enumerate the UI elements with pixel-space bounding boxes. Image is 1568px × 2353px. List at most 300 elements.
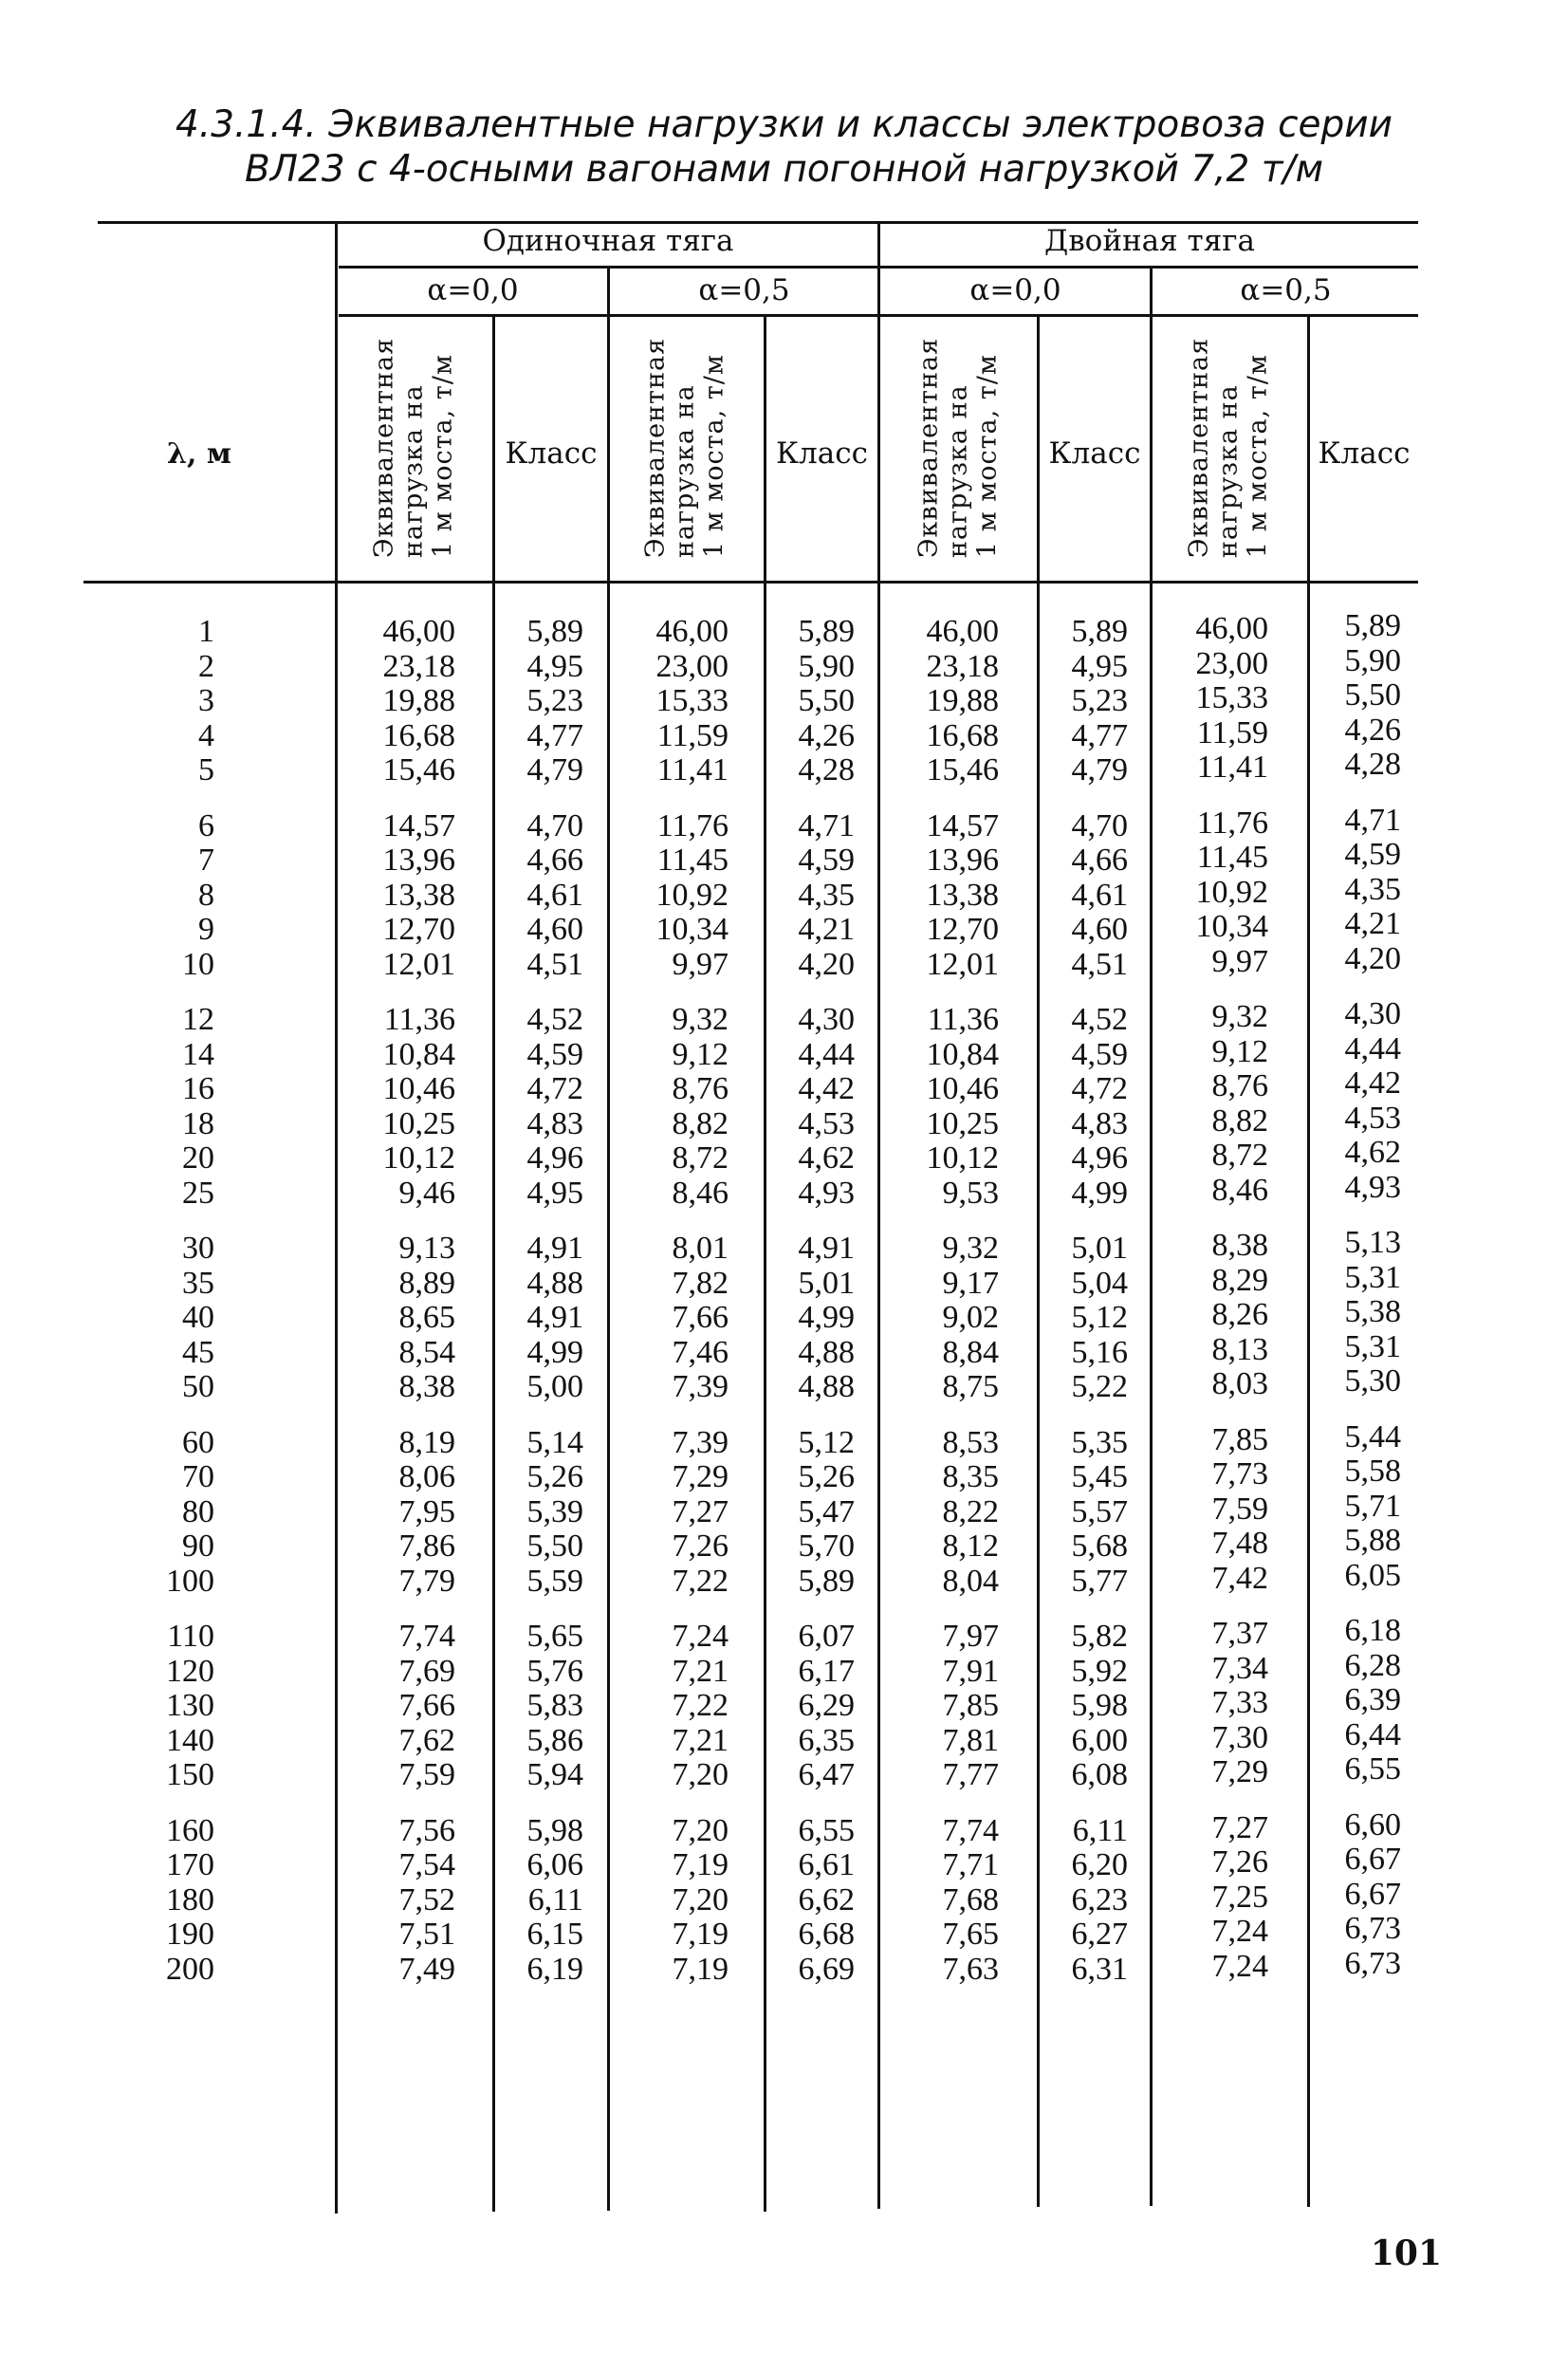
table-cell: 13,96	[926, 843, 999, 878]
table-cell: 5,30	[1344, 1363, 1401, 1399]
row-group	[495, 615, 583, 788]
table-cell: 12,01	[382, 946, 455, 982]
table-cell: 35	[182, 1265, 214, 1301]
row-group	[1162, 1423, 1268, 1597]
page-number: 101	[1370, 2233, 1442, 2273]
row-group	[1310, 1226, 1401, 1399]
table-cell: 4,91	[798, 1231, 855, 1266]
table-cell: 4,59	[798, 843, 855, 878]
row-group	[123, 1426, 214, 1600]
header-single-a05-class: Класс	[776, 436, 868, 471]
table-cell: 6,20	[1071, 1847, 1128, 1882]
row-group	[1310, 1808, 1401, 1982]
table-cell: 6,06	[526, 1847, 583, 1882]
table-cell: 18	[182, 1105, 214, 1141]
table-cell: 5	[198, 752, 214, 787]
row-group	[766, 1232, 855, 1405]
table-cell: 7,30	[1211, 1719, 1268, 1755]
table-cell: 45	[182, 1334, 214, 1370]
table-cell: 5,70	[798, 1529, 855, 1564]
table-cell: 7,66	[672, 1300, 729, 1335]
table-cell: 46,00	[382, 614, 455, 649]
table-cell: 7,33	[1211, 1685, 1268, 1720]
table-cell: 7,81	[942, 1722, 999, 1758]
header-single-alpha-05: α=0,5	[698, 273, 790, 307]
row-group	[621, 1426, 729, 1600]
table-cell: 8,19	[398, 1424, 455, 1460]
row-group	[123, 1620, 214, 1793]
table-cell: 4,70	[526, 807, 583, 843]
table-cell: 6,55	[798, 1812, 855, 1848]
table-cell: 5,23	[526, 683, 583, 718]
table-cell: 7,27	[672, 1493, 729, 1529]
table-cell: 4,91	[526, 1300, 583, 1335]
table-cell: 7,69	[398, 1653, 455, 1689]
table-cell: 6,31	[1071, 1951, 1128, 1987]
table-cell: 23,18	[926, 648, 999, 684]
table-cell: 6,07	[798, 1619, 855, 1654]
row-group	[123, 1003, 214, 1211]
table-cell: 9,53	[942, 1175, 999, 1211]
header-single-a0-class: Класс	[505, 436, 598, 471]
table-cell: 6,44	[1344, 1716, 1401, 1752]
table-cell: 6,28	[1344, 1647, 1401, 1683]
table-cell: 7,82	[672, 1265, 729, 1301]
table-cell: 4,93	[1344, 1169, 1401, 1205]
table-cell: 10,34	[1195, 909, 1268, 944]
column-double-a05-load	[1162, 612, 1268, 2005]
table-cell: 7,29	[1211, 1754, 1268, 1789]
table-cell: 7,20	[672, 1812, 729, 1848]
table-cell: 7,34	[1211, 1650, 1268, 1686]
table-cell: 4,88	[798, 1369, 855, 1404]
table-cell: 80	[182, 1493, 214, 1529]
table-cell: 4,88	[798, 1334, 855, 1370]
table-cell: 46,00	[1195, 611, 1268, 646]
row-group	[892, 1232, 999, 1405]
table-cell: 13,96	[382, 843, 455, 878]
row-group	[1310, 609, 1401, 783]
table-cell: 7,86	[398, 1529, 455, 1564]
row-group	[1310, 1614, 1401, 1788]
table-cell: 4,51	[526, 946, 583, 982]
table-cell: 11,45	[656, 843, 729, 878]
table-cell: 5,01	[1071, 1231, 1128, 1266]
table-cell: 46,00	[926, 614, 999, 649]
table-cell: 15,46	[382, 752, 455, 787]
table-cell: 4,96	[1071, 1140, 1128, 1176]
column-lambda	[123, 615, 214, 2008]
equiv-line-1: Эквивалентная	[369, 337, 399, 559]
table-cell: 5,92	[1071, 1653, 1128, 1689]
table-cell: 4,62	[798, 1140, 855, 1176]
table-cell: 7,21	[672, 1722, 729, 1758]
table-cell: 4,35	[1344, 871, 1401, 907]
table-cell: 7,42	[1211, 1560, 1268, 1596]
table-cell: 8,76	[672, 1071, 729, 1106]
table-cell: 5,58	[1344, 1454, 1401, 1489]
table-cell: 5,31	[1344, 1328, 1401, 1364]
table-cell: 23,00	[655, 648, 729, 684]
table-cell: 13,38	[382, 877, 455, 913]
table-cell: 10,25	[926, 1105, 999, 1141]
row-group	[495, 1620, 583, 1793]
table-cell: 6,29	[798, 1688, 855, 1723]
table-cell: 5,14	[526, 1424, 583, 1460]
table-cell: 130	[166, 1688, 214, 1723]
table-cell: 7,85	[942, 1688, 999, 1723]
row-group	[1040, 1003, 1128, 1211]
row-group	[892, 1620, 999, 1793]
table-cell: 4,59	[1071, 1036, 1128, 1072]
table-cell: 7,46	[672, 1334, 729, 1370]
table-cell: 5,65	[526, 1619, 583, 1654]
column-single-a0-class	[495, 615, 583, 2008]
table-cell: 14,57	[382, 807, 455, 843]
equiv-line-2: нагрузка на	[943, 384, 973, 559]
table-cell: 8,76	[1211, 1068, 1268, 1103]
table-cell: 4,26	[1344, 712, 1401, 748]
table-cell: 7,48	[1211, 1526, 1268, 1561]
table-cell: 40	[182, 1300, 214, 1335]
table-cell: 4,30	[798, 1002, 855, 1037]
table-cell: 5,12	[1071, 1300, 1128, 1335]
row-group	[1162, 1811, 1268, 1985]
table-cell: 20	[182, 1140, 214, 1176]
table-cell: 4,42	[798, 1071, 855, 1106]
row-group	[621, 809, 729, 983]
table-cell: 5,89	[1344, 608, 1401, 643]
row-group	[1040, 1620, 1128, 1793]
table-cell: 16,68	[926, 717, 999, 753]
table-cell: 6,23	[1071, 1881, 1128, 1918]
table-cell: 11,36	[927, 1002, 999, 1037]
table-cell: 15,33	[1195, 680, 1268, 715]
table-cell: 12,01	[926, 946, 999, 982]
table-cell: 12,70	[926, 912, 999, 947]
table-cell: 10,12	[382, 1140, 455, 1176]
table-cell: 6,55	[1344, 1751, 1401, 1787]
table-cell: 5,50	[526, 1529, 583, 1564]
table-cell: 23,18	[382, 648, 455, 684]
table-cell: 4,66	[1071, 843, 1128, 878]
table-cell: 8,04	[942, 1563, 999, 1599]
table-cell: 14,57	[926, 807, 999, 843]
table-cell: 10,46	[926, 1071, 999, 1106]
row-group	[766, 1003, 855, 1211]
header-double-alpha-0: α=0,0	[969, 273, 1061, 307]
table-cell: 5,86	[526, 1722, 583, 1758]
table-cell: 6,15	[526, 1917, 583, 1952]
header-lambda: λ, м	[167, 437, 231, 471]
table-cell: 7,95	[398, 1493, 455, 1529]
table-cell: 19,88	[382, 683, 455, 718]
row-group	[351, 809, 455, 983]
table-cell: 4,28	[1344, 747, 1401, 782]
table-cell: 5,01	[798, 1265, 855, 1301]
table-cell: 7	[198, 843, 214, 878]
table-cell: 6,47	[798, 1757, 855, 1792]
table-cell: 10,46	[382, 1071, 455, 1106]
column-single-a05-class	[766, 615, 855, 2008]
table-cell: 5,71	[1344, 1488, 1401, 1524]
row-group	[1040, 1814, 1128, 1988]
table-cell: 6,08	[1071, 1757, 1128, 1792]
table-cell: 11,36	[383, 1002, 455, 1037]
row-group	[351, 1620, 455, 1793]
table-cell: 7,73	[1211, 1456, 1268, 1491]
table-cell: 4,72	[526, 1071, 583, 1106]
rule-header-bottom	[83, 581, 1418, 584]
row-group	[621, 615, 729, 788]
rule-v-double-a05	[1150, 266, 1153, 2206]
table-cell: 7,24	[1211, 1914, 1268, 1949]
table-cell: 9,12	[1211, 1033, 1268, 1069]
table-cell: 5,59	[526, 1563, 583, 1599]
table-cell: 46,00	[655, 614, 729, 649]
table-cell: 4,99	[798, 1300, 855, 1335]
table-cell: 7,19	[672, 1917, 729, 1952]
table-cell: 4,93	[798, 1175, 855, 1211]
row-group	[892, 1426, 999, 1600]
table-cell: 9	[198, 912, 214, 947]
table-cell: 7,22	[672, 1563, 729, 1599]
table-cell: 7,85	[1211, 1421, 1268, 1457]
table-cell: 4,61	[526, 877, 583, 913]
table-cell: 8,03	[1211, 1366, 1268, 1401]
header-double-traction: Двойная тяга	[1044, 224, 1255, 258]
table-cell: 8,29	[1211, 1262, 1268, 1298]
table-cell: 10,92	[655, 877, 729, 913]
table-cell: 7,39	[672, 1424, 729, 1460]
table-cell: 4,83	[526, 1105, 583, 1141]
row-group	[351, 1426, 455, 1600]
table-cell: 4,20	[1344, 940, 1401, 976]
table-cell: 9,32	[942, 1231, 999, 1266]
table-cell: 9,32	[672, 1002, 729, 1037]
table-cell: 8,82	[672, 1105, 729, 1141]
table-cell: 2	[198, 648, 214, 684]
table-cell: 6,00	[1071, 1722, 1128, 1758]
equiv-line-1: Эквивалентная	[913, 337, 944, 559]
table-cell: 7,37	[1211, 1616, 1268, 1651]
table-cell: 180	[166, 1881, 214, 1918]
header-double-a0-class: Класс	[1048, 436, 1141, 471]
table-cell: 9,97	[1211, 943, 1268, 979]
table-cell: 7,19	[672, 1951, 729, 1987]
table-cell: 7,71	[942, 1847, 999, 1882]
table-cell: 190	[166, 1917, 214, 1952]
table-cell: 16,68	[382, 717, 455, 753]
table-cell: 7,59	[398, 1757, 455, 1792]
table-cell: 15,33	[655, 683, 729, 718]
row-group	[123, 1232, 214, 1405]
table-cell: 50	[182, 1369, 214, 1404]
table-cell: 4,51	[1071, 946, 1128, 982]
table-cell: 4,72	[1071, 1071, 1128, 1106]
equiv-line-1: Эквивалентная	[640, 337, 671, 559]
table-cell: 6,11	[1072, 1812, 1128, 1848]
table-cell: 30	[182, 1231, 214, 1266]
table-cell: 7,77	[942, 1757, 999, 1792]
equiv-line-3: 1 м моста, т/м	[699, 354, 729, 559]
table-cell: 7,24	[672, 1619, 729, 1654]
table-cell: 3	[198, 683, 214, 718]
row-group	[766, 615, 855, 788]
table-cell: 5,04	[1071, 1265, 1128, 1301]
table-cell: 9,02	[942, 1300, 999, 1335]
table-cell: 7,97	[942, 1619, 999, 1654]
row-group	[495, 809, 583, 983]
table-cell: 4,95	[526, 1175, 583, 1211]
header-double-alpha-05: α=0,5	[1240, 273, 1332, 307]
table-cell: 8,35	[942, 1459, 999, 1494]
table-cell: 6,27	[1071, 1917, 1128, 1952]
table-cell: 60	[182, 1424, 214, 1460]
table-cell: 5,13	[1344, 1225, 1401, 1260]
table-cell: 5,90	[1344, 642, 1401, 678]
table-cell: 4,77	[526, 717, 583, 753]
rule-v-double	[877, 221, 880, 2209]
table-cell: 8,06	[398, 1459, 455, 1494]
table-cell: 5,12	[798, 1424, 855, 1460]
row-group	[495, 1814, 583, 1988]
table-title	[0, 102, 1568, 192]
table-cell: 8,12	[942, 1529, 999, 1564]
table-cell: 23,00	[1195, 645, 1268, 681]
table-cell: 6	[198, 807, 214, 843]
table-cell: 8,46	[672, 1175, 729, 1211]
table-cell: 5,88	[1344, 1523, 1401, 1558]
table-cell: 4,61	[1071, 877, 1128, 913]
row-group	[123, 809, 214, 983]
row-group	[892, 1003, 999, 1211]
table-cell: 5,31	[1344, 1259, 1401, 1295]
table-cell: 5,44	[1344, 1418, 1401, 1454]
equiv-line-1: Эквивалентная	[1184, 337, 1214, 559]
equiv-line-2: нагрузка на	[398, 384, 429, 559]
table-cell: 8,89	[398, 1265, 455, 1301]
table-cell: 10,25	[382, 1105, 455, 1141]
equiv-line-3: 1 м моста, т/м	[1243, 354, 1273, 559]
table-cell: 5,45	[1071, 1459, 1128, 1494]
table-cell: 7,29	[672, 1459, 729, 1494]
row-group	[621, 1620, 729, 1793]
rule-v-lambda	[335, 221, 338, 2214]
row-group	[351, 1003, 455, 1211]
table-cell: 4,53	[1344, 1100, 1401, 1136]
table-cell: 5,39	[526, 1493, 583, 1529]
header-single-a05-load	[641, 338, 729, 558]
table-cell: 7,79	[398, 1563, 455, 1599]
table-cell: 4,21	[1344, 906, 1401, 941]
row-group	[495, 1426, 583, 1600]
table-cell: 8,65	[398, 1300, 455, 1335]
table-cell: 4,95	[1071, 648, 1128, 684]
table-cell: 4,28	[798, 752, 855, 787]
table-cell: 9,12	[672, 1036, 729, 1072]
table-cell: 140	[166, 1722, 214, 1758]
table-cell: 7,39	[672, 1369, 729, 1404]
table-cell: 12	[182, 1002, 214, 1037]
table-cell: 6,39	[1344, 1682, 1401, 1717]
table-cell: 4,88	[526, 1265, 583, 1301]
row-group	[766, 1426, 855, 1600]
table-cell: 13,38	[926, 877, 999, 913]
row-group	[766, 809, 855, 983]
table-cell: 8,26	[1211, 1297, 1268, 1332]
table-cell: 10,84	[382, 1036, 455, 1072]
table-cell: 15,46	[926, 752, 999, 787]
table-cell: 9,17	[942, 1265, 999, 1301]
table-cell: 6,17	[798, 1653, 855, 1689]
table-cell: 8,82	[1211, 1102, 1268, 1139]
row-group	[1162, 1617, 1268, 1790]
table-cell: 4,79	[1071, 752, 1128, 787]
row-group	[351, 1232, 455, 1405]
table-cell: 150	[166, 1757, 214, 1792]
table-cell: 6,18	[1344, 1613, 1401, 1648]
table-cell: 11,76	[656, 807, 729, 843]
table-cell: 7,66	[398, 1688, 455, 1723]
table-cell: 7,52	[398, 1881, 455, 1918]
table-cell: 5,22	[1071, 1369, 1128, 1404]
table-cell: 5,38	[1344, 1294, 1401, 1329]
table-cell: 4,52	[526, 1002, 583, 1037]
header-single-alpha-0: α=0,0	[427, 273, 519, 307]
table-cell: 9,13	[398, 1231, 455, 1266]
table-cell: 6,67	[1344, 1842, 1401, 1877]
table-cell: 4,99	[526, 1334, 583, 1370]
table-cell: 8,75	[942, 1369, 999, 1404]
table-cell: 10,34	[655, 912, 729, 947]
row-group	[892, 809, 999, 983]
table-cell: 5,89	[798, 614, 855, 649]
table-cell: 9,97	[672, 946, 729, 982]
table-cell: 6,61	[798, 1847, 855, 1882]
table-cell: 4,71	[798, 807, 855, 843]
table-cell: 11,59	[656, 717, 729, 753]
row-group	[1040, 1426, 1128, 1600]
table-cell: 16	[182, 1071, 214, 1106]
table-cell: 5,89	[1071, 614, 1128, 649]
table-cell: 7,63	[942, 1951, 999, 1987]
column-single-a0-load	[351, 615, 455, 2008]
table-cell: 5,26	[526, 1459, 583, 1494]
table-cell: 4,96	[526, 1140, 583, 1176]
table-cell: 90	[182, 1529, 214, 1564]
row-group	[1310, 1420, 1401, 1594]
table-cell: 5,89	[798, 1563, 855, 1599]
table-cell: 11,41	[1196, 750, 1268, 785]
table-cell: 6,68	[798, 1917, 855, 1952]
table-cell: 5,89	[526, 614, 583, 649]
table-cell: 8,84	[942, 1334, 999, 1370]
row-group	[495, 1232, 583, 1405]
table-cell: 10,12	[926, 1140, 999, 1176]
table-cell: 9,46	[398, 1175, 455, 1211]
column-single-a05-load	[621, 615, 729, 2008]
row-group	[621, 1003, 729, 1211]
table-cell: 8,38	[1211, 1228, 1268, 1263]
table-cell: 4,62	[1344, 1135, 1401, 1170]
table-cell: 4,91	[526, 1231, 583, 1266]
table-cell: 100	[166, 1563, 214, 1599]
table-cell: 6,05	[1344, 1557, 1401, 1593]
table-cell: 7,62	[398, 1722, 455, 1758]
table-cell: 4,20	[798, 946, 855, 982]
table-cell: 7,20	[672, 1757, 729, 1792]
